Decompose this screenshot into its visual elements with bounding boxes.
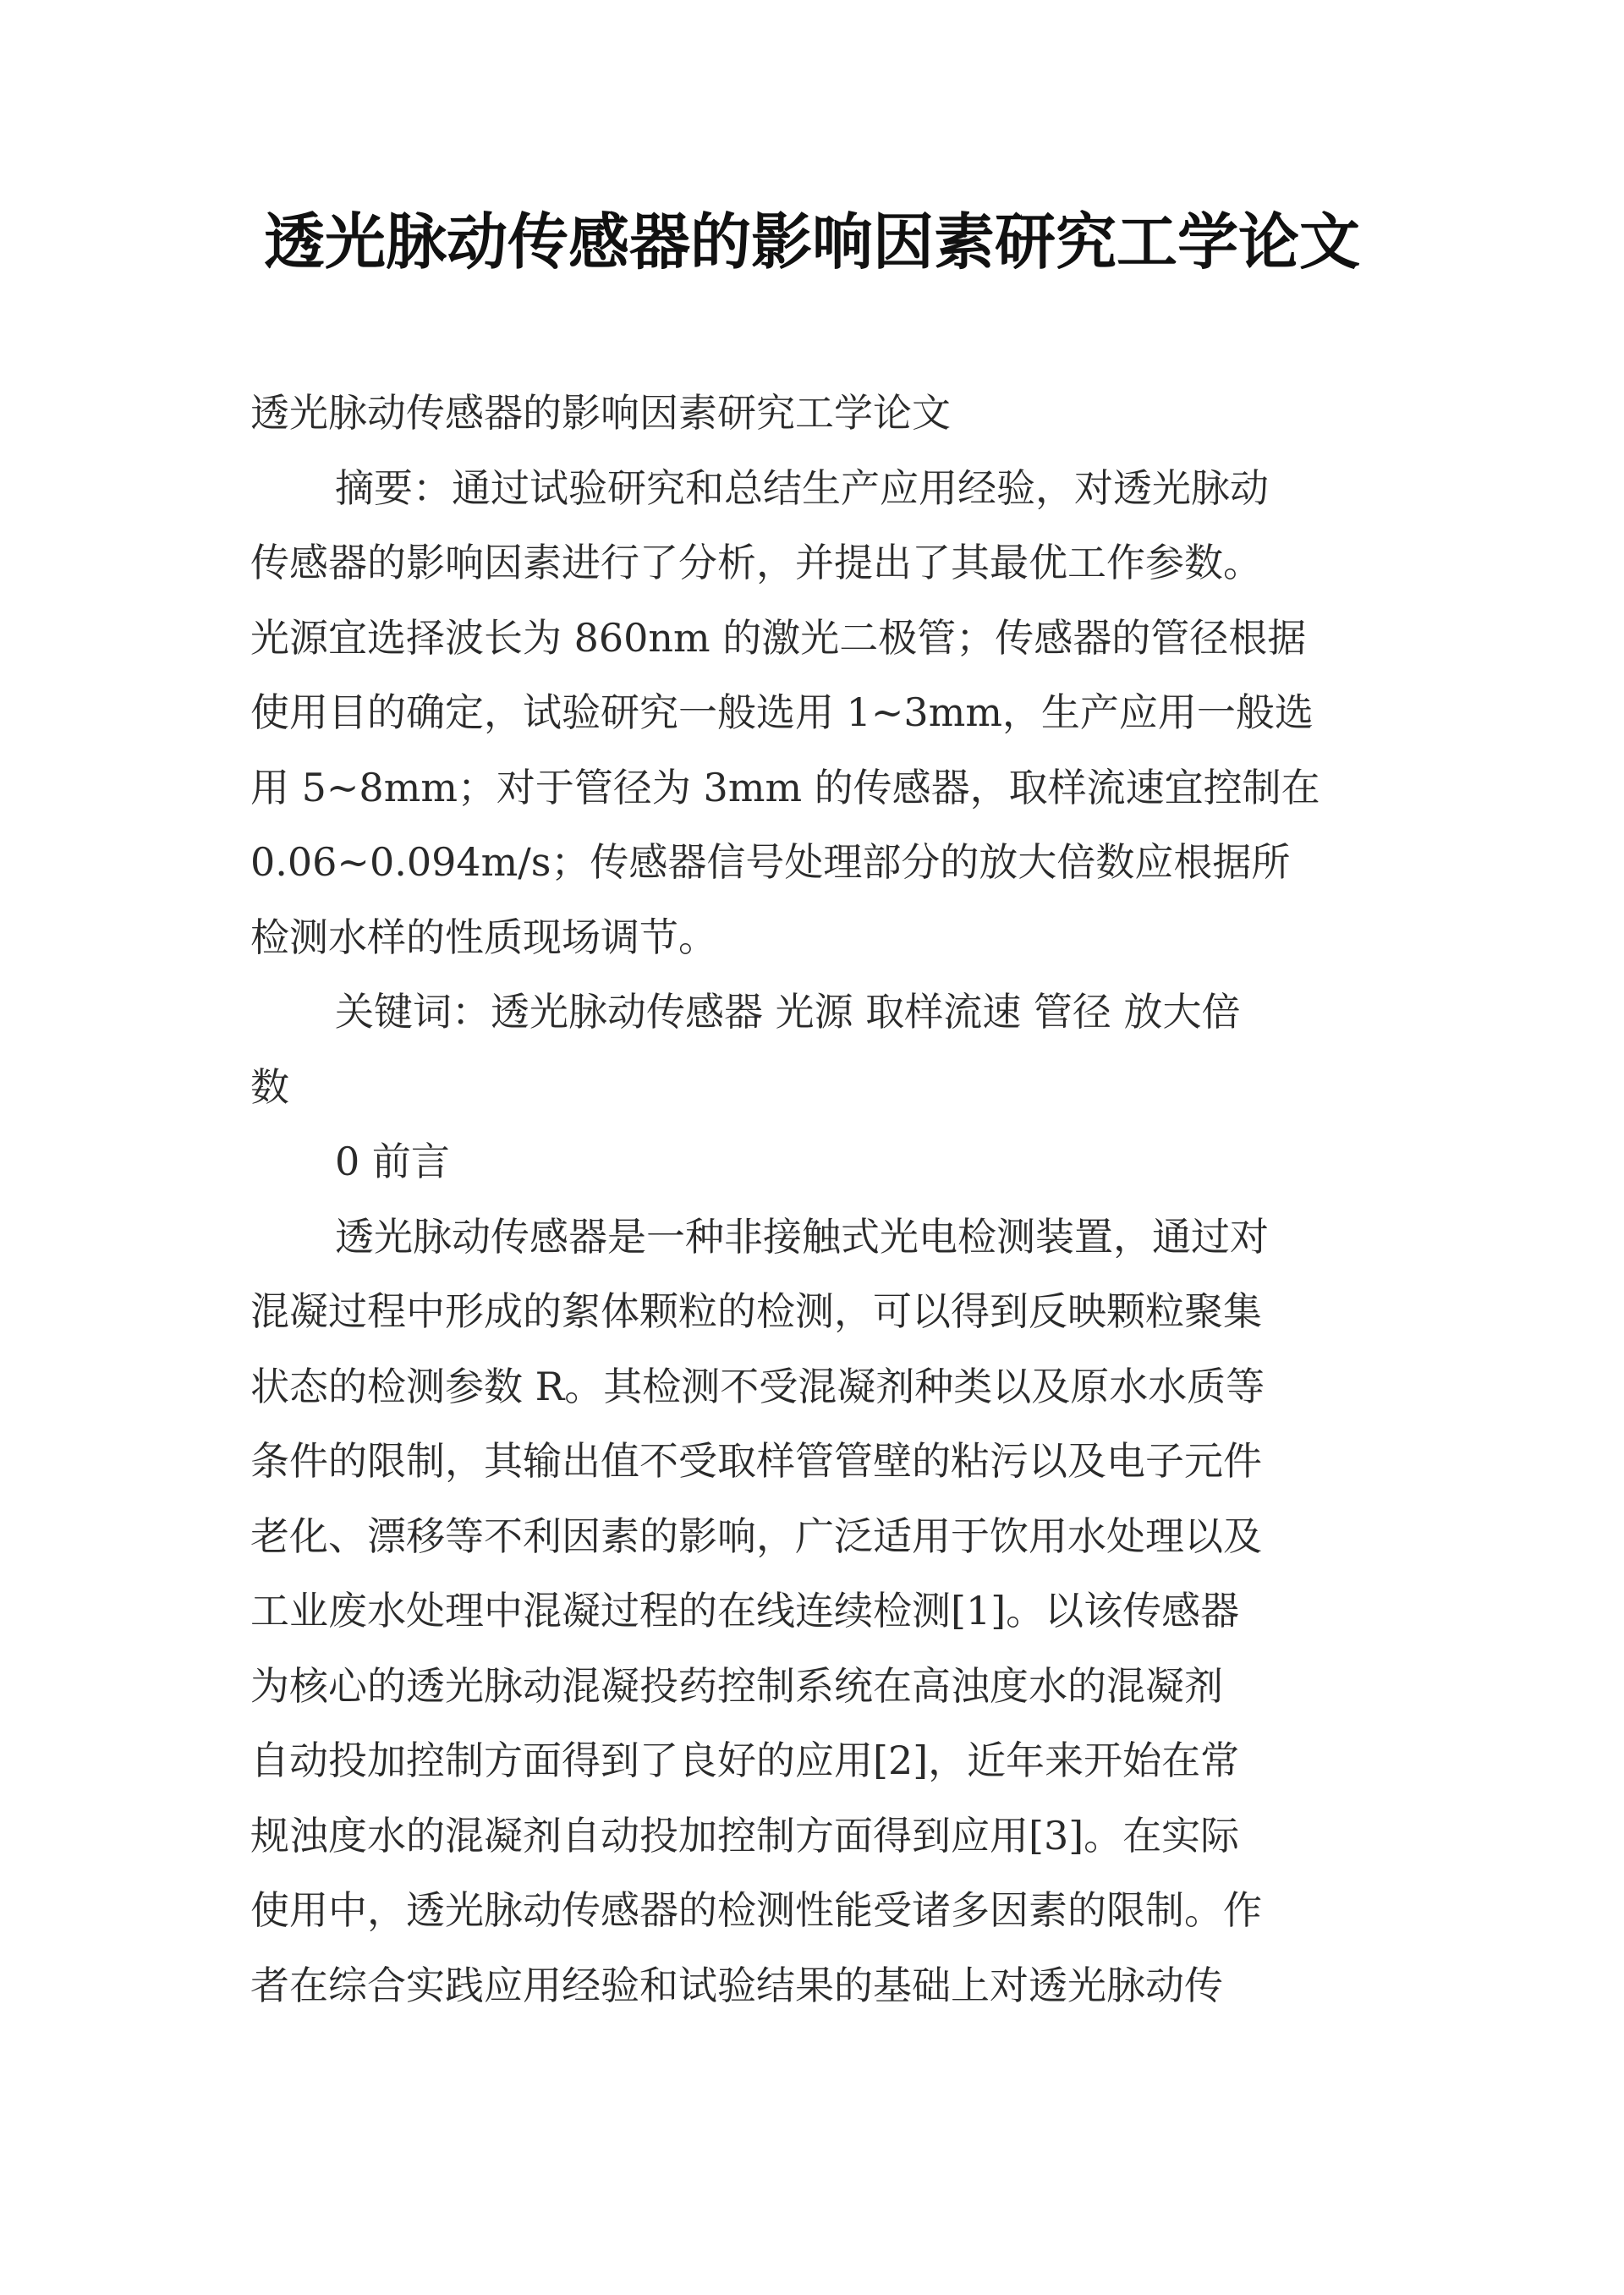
document-title: 透光脉动传感器的影响因素研究工学论文 — [263, 206, 1360, 277]
text-line: 检测水样的性质现场调节。 — [250, 914, 717, 960]
text-line: 数 — [250, 1063, 289, 1110]
text-line: 光源宜选择波长为 860nm 的激光二极管；传感器的管径根据 — [250, 614, 1307, 661]
text-line: 状态的检测参数 R。其检测不受混凝剂种类以及原水水质等 — [250, 1363, 1265, 1409]
text-line: 混凝过程中形成的絮体颗粒的检测，可以得到反映颗粒聚集 — [250, 1288, 1262, 1334]
text-line-keywords: 关键词：透光脉动传感器 光源 取样流速 管径 放大倍 — [335, 989, 1241, 1035]
text-line-abstract: 摘要：通过试验研究和总结生产应用经验，对透光脉动 — [335, 464, 1269, 511]
text-line-paragraph-start: 透光脉动传感器是一种非接触式光电检测装置，通过对 — [335, 1213, 1269, 1260]
text-line: 老化、漂移等不利因素的影响，广泛适用于饮用水处理以及 — [250, 1513, 1262, 1559]
text-line: 规浊度水的混凝剂自动投加控制方面得到应用[3]。在实际 — [250, 1812, 1240, 1859]
text-line: 透光脉动传感器的影响因素研究工学论文 — [250, 390, 951, 436]
text-line: 条件的限制，其输出值不受取样管管壁的粘污以及电子元件 — [250, 1438, 1262, 1484]
text-line: 0.06~0.094m/s；传感器信号处理部分的放大倍数应根据所 — [250, 839, 1291, 885]
text-line: 使用目的确定，试验研究一般选用 1~3mm，生产应用一般选 — [250, 689, 1314, 735]
text-line: 为核心的透光脉动混凝投药控制系统在高浊度水的混凝剂 — [250, 1662, 1223, 1709]
section-heading: 0 前言 — [335, 1139, 450, 1184]
document-body — [250, 376, 1384, 2023]
text-line: 传感器的影响因素进行了分析，并提出了其最优工作参数。 — [250, 540, 1262, 585]
text-line: 者在综合实践应用经验和试验结果的基础上对透光脉动传 — [250, 1962, 1223, 2008]
text-line: 使用中，透光脉动传感器的检测性能受诸多因素的限制。作 — [250, 1887, 1262, 1933]
text-line: 用 5~8mm；对于管径为 3mm 的传感器，取样流速宜控制在 — [250, 764, 1320, 810]
text-line: 自动投加控制方面得到了良好的应用[2]，近年来开始在常 — [250, 1738, 1240, 1783]
text-line: 工业废水处理中混凝过程的在线连续检测[1]。以该传感器 — [250, 1588, 1240, 1633]
